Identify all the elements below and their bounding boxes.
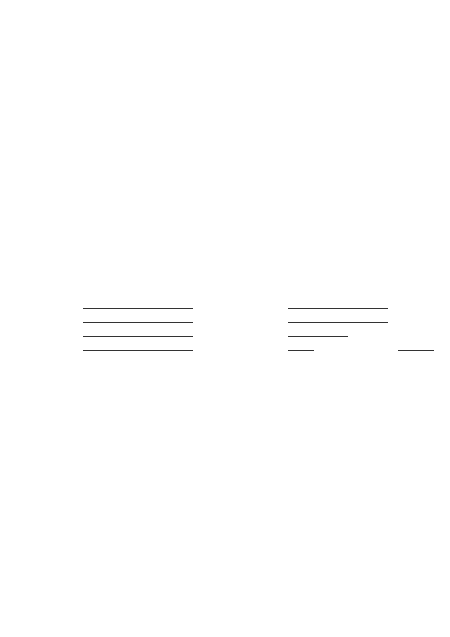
performance-graph — [0, 0, 450, 262]
current-value-line — [398, 339, 434, 351]
gear-value — [288, 311, 388, 323]
date-value — [83, 297, 193, 309]
noload-value — [288, 325, 348, 337]
batch-value — [83, 325, 193, 337]
model-value — [83, 311, 193, 323]
machine-value — [288, 297, 388, 309]
voltage-value — [288, 339, 314, 351]
sub-value — [83, 339, 193, 351]
